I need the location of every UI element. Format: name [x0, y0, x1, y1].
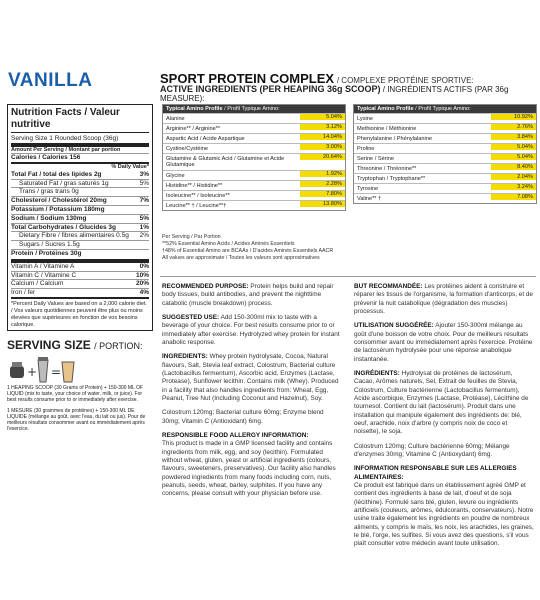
vitamin-row	[11, 263, 149, 271]
amino-value: 1.92%	[300, 171, 345, 177]
amino-row	[354, 193, 536, 203]
nutrient-row	[11, 223, 149, 232]
nutrient-dv: 1%	[139, 223, 149, 231]
ingredients-heading: INGREDIENTS:	[162, 353, 208, 361]
amino-name: Methionine / Méthionine	[357, 125, 417, 132]
amino-note: †48% of Essential Amino are BCAAs / D'acides Aminés Essentiels AACR	[162, 248, 334, 255]
amino-row	[354, 143, 536, 153]
vitamin-dv: 4%	[139, 289, 149, 297]
ingredients-text-fr: Hydrolysat de protéines de lactosérum, Cacao, Arômes naturels, Sel, Extrait de feuilles de Stevia, Colostrum, Culture bactérienne (Lactobacillus fermentum), Acide ascorbique, Enzymes (Lactase, Protéase), Lécithine de tournesol. Contient du lait (lactosérum). Produit dans une installation qui manipule également des ingrédients de: blé, oeuf, arachide, noix d'arbre (y compris noix de coco et noisette), le soja.	[354, 369, 529, 436]
use-text: Add 150-300ml mix to taste with a beverage of your choice. For best results consume prior to or immediately after exercise. Hydrolyzed whey protein for instant anabolic response.	[162, 313, 340, 346]
use-heading-fr: UTILISATION SUGGÉRÉE:	[354, 322, 434, 330]
colostrum-text: Colostrum 120mg; Bacterial culture 60mg; Enzyme blend 30mg; Vitamin C (Antioxidant) 6mg.	[162, 409, 324, 425]
nutrient-row	[11, 205, 149, 214]
nutrient-dv: 5%	[139, 179, 149, 187]
amino-name: Valine** †	[357, 195, 382, 202]
nutrient-row	[11, 231, 149, 240]
ingredients-title-fr: / INGRÉDIENTS ACTIFS (PAR 36g MEASURE):	[160, 85, 509, 103]
amino-name: Phenylalanine / Phénylalanine	[357, 135, 432, 142]
amino-name: Arginine** / Arginine**	[166, 125, 221, 132]
allergy-text-fr: Ce produit est fabriqué dans un établissement agréé GMP et contient des ingrédients à base de lait, d'oeuf et de soja (lécithine). Formulé sans blé, gluten, levure ou ingrédients artificiels (couleurs, arômes, édulcorants, conservateurs). Notre usine traite également les ingrédients en poudre de nombreux aliments, y compris le maïs, les noix, les arachides, les graines, le blé, l'orge, les sulfites. Si vous avez des questions, s'il vous plaît consulter votre médecin avant toute utilisation.	[354, 481, 534, 548]
plus-icon: +	[27, 365, 38, 379]
amino-row	[354, 133, 536, 143]
nutrient-row	[11, 240, 149, 249]
english-column	[162, 283, 342, 505]
amino-row	[354, 113, 536, 123]
vitamin-dv: 0%	[139, 262, 149, 270]
amino-row	[354, 123, 536, 133]
vitamin-row	[11, 271, 149, 280]
purpose-heading-fr: BUT RECOMMANDÉE:	[354, 283, 423, 290]
use-text-fr: Ajouter 150-300ml mélange au goût d'une boisson de votre choix. Pour de meilleurs résultats consommer avant ou immédiatement après l'exercice. Protéine de lactosérum hydrolysée pour une réponse anabolique instantanée.	[354, 322, 533, 363]
amino-right-rows	[354, 113, 536, 203]
amino-row	[163, 170, 345, 180]
scoop-plus-liquid-icon	[8, 354, 88, 384]
amino-left-rows	[163, 113, 345, 210]
serving-size-title-fr: / PORTION:	[94, 341, 143, 351]
nutrient-label: Trans / gras trans 0g	[19, 188, 79, 196]
product-title-fr: / COMPLEXE PROTÉINE SPORTIVE:	[336, 76, 474, 85]
product-title: SPORT PROTEIN COMPLEX	[160, 71, 335, 86]
amino-value: 3.00%	[300, 144, 345, 150]
amino-row	[354, 153, 536, 163]
amino-value: 7.80%	[300, 191, 345, 197]
amino-name: Serine / Sérine	[357, 155, 395, 162]
amino-value: 14.04%	[300, 134, 345, 140]
amino-row	[163, 180, 345, 190]
use-heading: SUGGESTED USE:	[162, 313, 220, 321]
amino-row	[163, 133, 345, 143]
amino-row	[163, 153, 345, 170]
amino-row	[163, 190, 345, 200]
amino-left-header: Typical Amino Profile / Profil Typique Amino:	[163, 105, 345, 113]
nutrient-row	[11, 196, 149, 205]
amino-row	[163, 200, 345, 210]
amino-name: Histidine** / Histidine**	[166, 182, 223, 189]
nutrition-title: Nutrition Facts / Valeur nutritive	[11, 107, 149, 133]
amino-right-header: Typical Amino Profile / Profil Typique Amino:	[354, 105, 536, 113]
vitamin-dv: 20%	[135, 280, 149, 288]
amino-name: Glutamine & Glutamic Acid / Glutamine et Acide Glutamique	[166, 156, 285, 168]
serving-size-en: 1 HEAPING SCOOP (30 Grams of Protein) + 150-300 ML OF LIQUID (mix to taste, your choice of water, milk, or juice). For best results consume prior to or immediately after exercise.	[7, 385, 144, 403]
amino-value: 7.08%	[491, 194, 536, 200]
amino-name: Proline	[357, 145, 375, 152]
amino-table-right	[353, 104, 537, 204]
vitamin-label: Iron / fer	[11, 289, 36, 297]
amino-value: 2.76%	[491, 124, 536, 130]
amino-name: Alanine	[166, 115, 185, 122]
calories-line: Calories / Calories 156	[11, 153, 149, 162]
vitamin-label: Calcium / Calcium	[11, 280, 64, 288]
purpose-text-fr: Les protéines aident à construire et réparer les tissus de l'organisme, la formation d'anticorps, et de prévenir la nuit catabolique (dégradation des muscles) processus.	[354, 283, 533, 315]
purpose-heading: RECOMMENDED PURPOSE:	[162, 283, 249, 290]
per-serving-line: Amount Per Serving / Montant par portion	[11, 143, 149, 154]
allergy-heading-fr: INFORMATION RESPONSABLE SUR LES ALLERGIES ALIMENTAIRES:	[354, 465, 517, 481]
serving-size-line: Serving Size 1 Rounded Scoop (36g)	[11, 135, 119, 142]
ingredients-title-row	[160, 84, 536, 103]
daily-value-header: % Daily Value*	[11, 162, 149, 171]
shaker-icon	[38, 357, 48, 382]
nutrient-label: Cholesterol / Cholestérol 20mg	[11, 197, 107, 205]
amino-name: Isoleucine** / Isoleucine**	[166, 192, 230, 199]
nutrient-row	[11, 214, 149, 223]
vitamin-label: Vitamin A / Vitamine A	[11, 262, 75, 270]
amino-notes	[162, 234, 532, 263]
serving-size-text	[7, 385, 147, 432]
colostrum-text-fr: Colostrum 120mg; Culture bactérienne 60mg; Mélange d'enzymes 30mg; Vitamine C (Antioxydant) 6mg.	[354, 442, 510, 458]
amino-row	[163, 123, 345, 133]
nutrient-label: Dietary Fibre / fibres alimentaires 0.5g	[19, 232, 129, 240]
amino-row	[354, 183, 536, 193]
amino-note: All values are approximate / Toutes les valeurs sont approximatives	[162, 255, 320, 262]
section-divider	[160, 276, 536, 277]
vitamin-rows	[11, 263, 149, 297]
amino-value: 5.04%	[491, 154, 536, 160]
vitamin-dv: 10%	[135, 271, 149, 279]
flavor-title: VANILLA	[8, 70, 93, 91]
equals-icon: =	[51, 365, 62, 379]
vitamin-row	[11, 279, 149, 288]
nutrient-dv: 7%	[139, 197, 149, 205]
amino-value: 5.04%	[491, 144, 536, 150]
amino-value: 10.92%	[491, 114, 536, 120]
amino-value: 3.12%	[300, 124, 345, 130]
amino-table-left	[162, 104, 346, 211]
nutrient-label: Saturated Fat / gras saturés 1g	[19, 179, 109, 187]
amino-value: 13.80%	[300, 201, 345, 207]
glass-icon	[62, 362, 74, 382]
allergy-text: This product is made in a GMP licensed facility and contains ingredients from milk, egg, and soy (lecithin). Formulated without wheat, gluten, yeast or artificial ingredients (colours, flavours, sweeteners, preservatives). Our facility also handles powdered ingredients from many foods including corn, nuts, peanuts, seeds, wheat, barley, sulphites. If you have any concerns, please consult with your physician before use.	[162, 440, 336, 498]
amino-value: 5.04%	[300, 114, 345, 120]
nutrient-dv: 2%	[139, 232, 149, 240]
nutrient-row	[11, 249, 149, 258]
amino-name: Aspartic Acid / Acide Aspartique	[166, 135, 245, 142]
vitamin-row	[11, 288, 149, 297]
nutrient-label: Total Carbohydrates / Glucides 3g	[11, 223, 116, 231]
amino-value: 20.64%	[300, 154, 345, 160]
ingredients-heading-fr: INGRÉDIENTS:	[354, 369, 400, 377]
nutrient-label: Potassium / Potassium 180mg	[11, 205, 105, 213]
allergy-heading: RESPONSIBLE FOOD ALLERGY INFORMATION:	[162, 431, 309, 439]
nutrient-dv: 5%	[139, 214, 149, 222]
nutrient-row	[11, 171, 149, 179]
amino-row	[163, 113, 345, 123]
nutrient-rows	[11, 171, 149, 258]
amino-name: Threonine / Thréonine**	[357, 165, 417, 172]
nutrient-label: Protein / Protéines 30g	[11, 249, 82, 257]
ingredients-title: ACTIVE INGREDIENTS (PER HEAPING 36g SCOOP)	[160, 84, 381, 94]
amino-row	[354, 173, 536, 183]
serving-size-title	[7, 338, 143, 352]
nutrition-footnote: *Percent Daily Values are based on a 2,000 calorie diet. / Vos valeurs quotidiennes peuvent être plus ou moins élevées que supérieures en fonction de vos besoins calorique.	[11, 297, 149, 329]
amino-row	[163, 143, 345, 153]
amino-name: Tyrosine	[357, 185, 379, 192]
amino-value: 2.04%	[491, 174, 536, 180]
amino-note: **52% Essential Amino Acids / Acides Aminés Essentiels	[162, 241, 295, 248]
amino-name: Tryptophan / Tryptophane**	[357, 175, 426, 182]
amino-value: 8.40%	[491, 164, 536, 170]
vitamin-label: Vitamin C / Vitamine C	[11, 271, 77, 279]
nutrient-label: Sodium / Sodium 130mg	[11, 214, 87, 222]
nutrient-label: Total Fat / total des lipides 2g	[11, 170, 102, 178]
amino-name: Lysine	[357, 115, 373, 122]
nutrition-facts-panel	[7, 104, 153, 331]
french-column	[354, 283, 534, 555]
purpose-text: Protein helps build and repair body tissues, build antibodies, and prevent the nighttime catabolic (muscle breakdown) process.	[162, 283, 334, 307]
amino-name: Leucine** † / Leucine**†	[166, 202, 227, 209]
nutrient-dv: 3%	[139, 170, 149, 178]
amino-name: Glycine	[166, 172, 185, 179]
amino-value: 3.24%	[491, 184, 536, 190]
serving-size-fr: 1 MESURE (30 grammes de protéines) + 150-300 ML DE LIQUIDE (mélange au goût, avec l'eau, du lait ou jus). Pour de meilleurs résultats consommer avant ou immédiatement après l'exercice.	[7, 408, 146, 432]
amino-value: 3.84%	[491, 134, 536, 140]
ingredients-text: Whey protein hydrolysate, Cocoa, Natural flavours, Salt, Stevia leaf extract, Colostrum, Bacterial culture (Lactobacillus fermentum), Ascorbic acid, Enzymes (Lactase, Protease), Sunflower lecithin. Contains milk (Whey). Produced in a facility that also handles ingredients from: Wheat, Egg, Peanut, Tree Nut (Including Coconut and Hazelnut), Soy.	[162, 353, 339, 402]
serving-size-title-en: SERVING SIZE	[7, 338, 91, 352]
nutrient-label: Sugars / Sucres 1.5g	[19, 241, 80, 249]
nutrient-row	[11, 187, 149, 196]
amino-note: Per Serving / Par Portion	[162, 234, 221, 240]
amino-row	[354, 163, 536, 173]
nutrient-row	[11, 179, 149, 188]
amino-value: 2.28%	[300, 181, 345, 187]
amino-name: Cystine/Cystéine	[166, 145, 208, 152]
scoop-icon	[10, 362, 24, 378]
